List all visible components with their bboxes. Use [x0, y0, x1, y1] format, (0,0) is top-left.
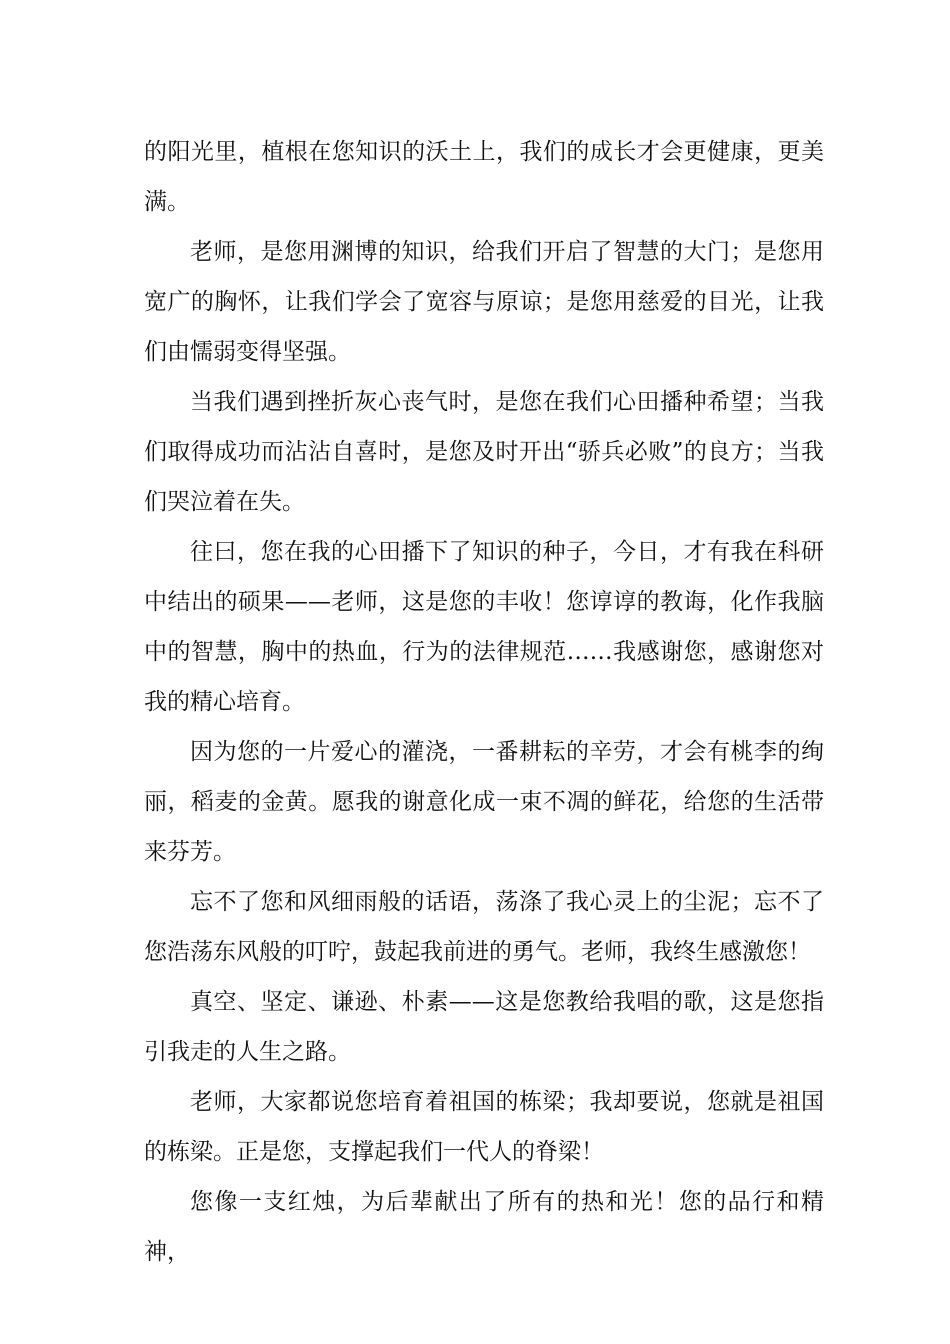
paragraph: 因为您的一片爱心的灌浇，一番耕耘的辛劳，才会有桃李的绚丽，稻麦的金黄。愿我的谢意化成一束不凋的鲜花，给您的生活带来芬芳。: [144, 739, 824, 865]
paragraph: 您像一支红烛，为后辈献出了所有的热和光！您的品行和精神，: [144, 1189, 824, 1265]
paragraph: 老师，是您用渊博的知识，给我们开启了智慧的大门；是您用宽广的胸怀，让我们学会了宽容与原谅；是您用慈爱的目光，让我们由懦弱变得坚强。: [144, 239, 824, 365]
paragraph: 忘不了您和风细雨般的话语，荡涤了我心灵上的尘泥；忘不了您浩荡东风般的叮咛，鼓起我前进的勇气。老师，我终生感激您！: [144, 889, 824, 965]
paragraph: 真空、坚定、谦逊、朴素——这是您教给我唱的歌，这是您指引我走的人生之路。: [144, 989, 824, 1065]
paragraph: 老师，大家都说您培育着祖国的栋梁；我却要说，您就是祖国的栋梁。正是您，支撑起我们一代人的脊梁！: [144, 1089, 824, 1165]
paragraph: 当我们遇到挫折灰心丧气时，是您在我们心田播种希望；当我们取得成功而沾沾自喜时，是您及时开出“骄兵必败”的良方；当我们哭泣着在失。: [144, 389, 824, 515]
paragraph-continuation: 的阳光里，植根在您知识的沃土上，我们的成长才会更健康，更美满。: [144, 139, 824, 215]
document-body: [144, 127, 824, 1277]
paragraph: 往曰，您在我的心田播下了知识的种子，今日，才有我在科研中结出的硕果——老师，这是您的丰收！您谆谆的教诲，化作我脑中的智慧，胸中的热血，行为的法律规范……我感谢您，感谢您对我的精心培育。: [144, 539, 824, 715]
